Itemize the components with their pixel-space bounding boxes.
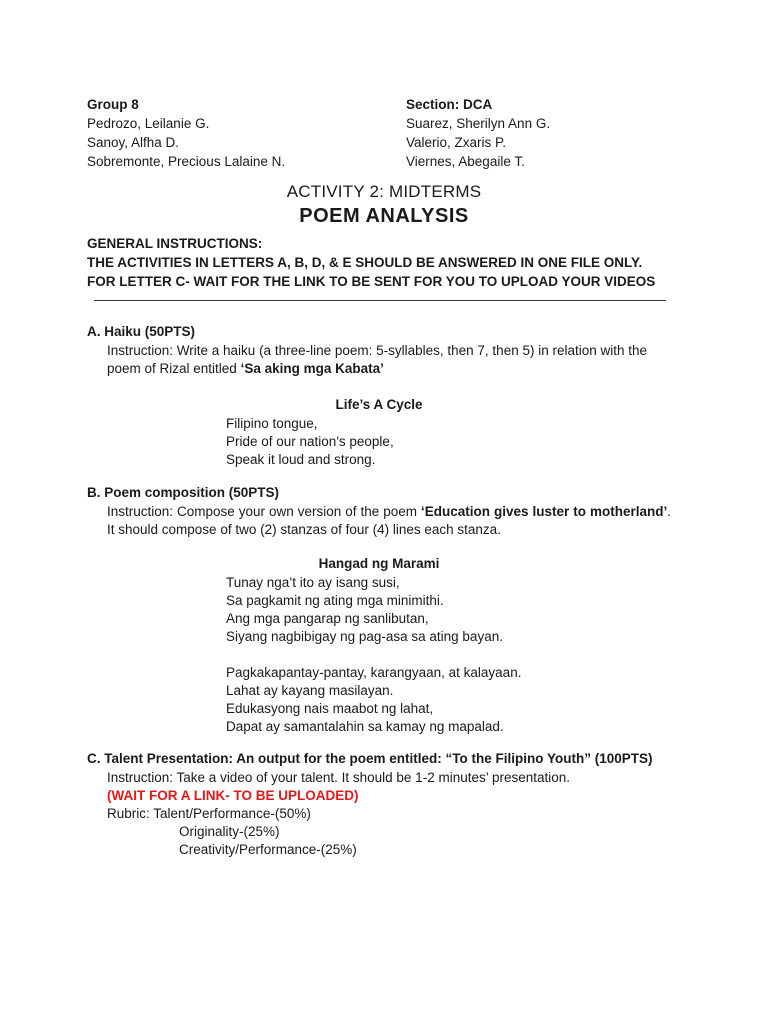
member-name: Sobremonte, Precious Lalaine N. bbox=[87, 154, 286, 169]
poem-line: Dapat ay samantalahin sa kamay ng mapalad. bbox=[226, 719, 504, 734]
general-instructions bbox=[87, 234, 687, 291]
section-label: Section: DCA bbox=[406, 97, 493, 112]
divider bbox=[94, 300, 666, 301]
page-title: POEM ANALYSIS bbox=[299, 205, 469, 227]
rubric-list bbox=[87, 823, 671, 859]
poem-line: Pagkakapantay-pantay, karangyaan, at kalayaan. bbox=[226, 665, 522, 680]
poem-line: Speak it loud and strong. bbox=[226, 452, 376, 467]
section-heading: A. Haiku (50PTS) bbox=[87, 324, 196, 339]
group-members-left bbox=[87, 96, 285, 172]
section-heading: C. Talent Presentation: An output for the poem entitled: “To the Filipino Youth” (100PTS) bbox=[87, 751, 653, 766]
upload-warning: (WAIT FOR A LINK- TO BE UPLOADED) bbox=[107, 788, 359, 803]
poem-line: Tunay nga’t ito ay isang susi, bbox=[226, 575, 400, 590]
instruction-poem-name: ‘Sa aking mga Kabata’ bbox=[240, 361, 384, 376]
member-name: Suarez, Sherilyn Ann G. bbox=[406, 116, 551, 131]
section-a bbox=[87, 323, 671, 469]
rubric-line: Originality-(25%) bbox=[179, 824, 280, 839]
poem-body bbox=[87, 415, 671, 469]
group-members-right bbox=[406, 96, 550, 172]
poem-line: Edukasyong nais maabot ng lahat, bbox=[226, 701, 434, 716]
section-instruction: Instruction: Take a video of your talent. It should be 1-2 minutes’ presentation. bbox=[107, 770, 571, 785]
poem-line: Filipino tongue, bbox=[226, 416, 318, 431]
group-label: Group 8 bbox=[87, 97, 139, 112]
member-name: Sanoy, Alfha D. bbox=[87, 135, 180, 150]
instruction-text: . It should compose of two (2) stanzas of four (4) lines each stanza. bbox=[107, 504, 671, 537]
section-b bbox=[87, 484, 671, 736]
instruction-poem-name: ‘Education gives luster to motherland’ bbox=[421, 504, 668, 519]
rubric-line: Creativity/Performance-(25%) bbox=[179, 842, 357, 857]
member-name: Valerio, Zxaris P. bbox=[406, 135, 507, 150]
title-block bbox=[0, 181, 768, 229]
general-line: THE ACTIVITIES IN LETTERS A, B, D, & E SHOULD BE ANSWERED IN ONE FILE ONLY. bbox=[87, 255, 643, 270]
poem-title: Hangad ng Marami bbox=[318, 556, 440, 571]
rubric-line: Rubric: Talent/Performance-(50%) bbox=[107, 806, 311, 821]
poem-line: Ang mga pangarap ng sanlibutan, bbox=[226, 611, 429, 626]
poem-line: Lahat ay kayang masilayan. bbox=[226, 683, 394, 698]
poem-title: Life’s A Cycle bbox=[335, 397, 423, 412]
activity-title: ACTIVITY 2: MIDTERMS bbox=[286, 182, 482, 201]
section-instruction bbox=[87, 342, 671, 378]
poem-line: Pride of our nation's people, bbox=[226, 434, 394, 449]
member-name: Viernes, Abegaile T. bbox=[406, 154, 525, 169]
general-line: FOR LETTER C- WAIT FOR THE LINK TO BE SENT FOR YOU TO UPLOAD YOUR VIDEOS bbox=[87, 274, 656, 289]
section-c bbox=[87, 750, 671, 859]
general-heading: GENERAL INSTRUCTIONS: bbox=[87, 236, 263, 251]
instruction-text: Instruction: Write a haiku (a three-line poem: 5-syllables, then 7, then 5) in relation with the poem of Rizal entitled bbox=[107, 343, 648, 376]
poem-line: Siyang nagbibigay ng pag-asa sa ating bayan. bbox=[226, 629, 503, 644]
poem-stanza-1 bbox=[87, 574, 671, 646]
section-instruction bbox=[87, 503, 671, 539]
instruction-text: Instruction: Compose your own version of the poem bbox=[107, 504, 422, 519]
poem-stanza-2 bbox=[87, 664, 671, 736]
section-heading: B. Poem composition (50PTS) bbox=[87, 485, 280, 500]
poem-line: Sa pagkamit ng ating mga minimithi. bbox=[226, 593, 444, 608]
member-name: Pedrozo, Leilanie G. bbox=[87, 116, 210, 131]
